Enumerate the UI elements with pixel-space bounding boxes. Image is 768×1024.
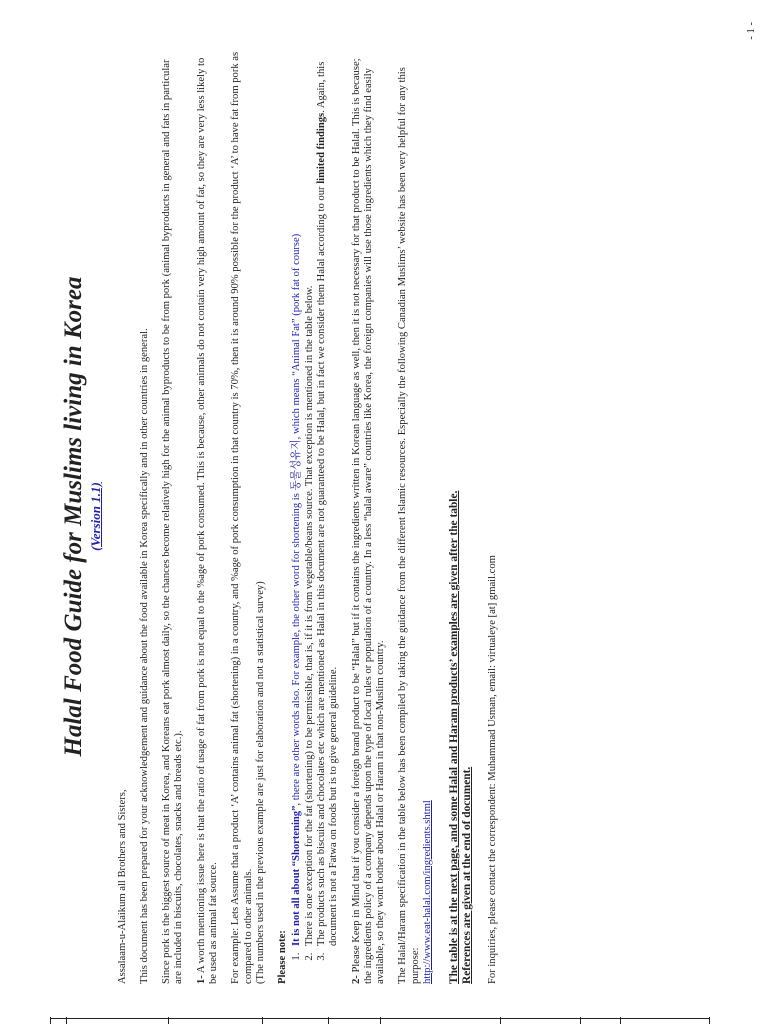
greeting: Assalaam-u-Alaikum all Brothers and Sisters, xyxy=(116,789,128,984)
table-note-2: References are given at the end of document. xyxy=(461,766,474,984)
table-column-tick xyxy=(262,1017,263,1024)
document-body xyxy=(60,49,499,984)
example-note: (The numbers used in the previous example are just for elaboration and not a statistical survey) xyxy=(254,581,266,984)
note-item-3 xyxy=(316,49,341,950)
table-column-tick xyxy=(380,1017,381,1024)
table-column-tick xyxy=(50,1017,51,1024)
note-3-text-a: The products such as biscuits and chocolates etc which are mentioned as Halal in this document are not guaranteed to be Halal, but in fact we consider them Halal according to our xyxy=(315,183,327,946)
note-item-2: 2. There is one exception for the fat (shortening) to be permissible, that is, if it is from vegetable/beans source. That exception is mentioned in the table below. xyxy=(304,49,316,950)
point-1-number: 1- xyxy=(195,975,207,984)
table-column-tick xyxy=(500,1017,501,1024)
point-2-number: 2- xyxy=(350,975,362,984)
note-3-bold: limited findings xyxy=(315,112,327,184)
example-paragraph xyxy=(230,49,267,984)
page-number: - 1 - xyxy=(746,22,757,40)
table-column-tick xyxy=(328,1017,329,1024)
point-2 xyxy=(351,49,388,984)
version-label: (Version 1.1) xyxy=(87,482,103,551)
pork-paragraph: Since pork is the biggest source of meat in Korea, and Koreans eat pork almost daily, so the chances become relatively high for the animal byproducts to be from pork (animal byproducts in general and fats in particular are included in biscuits, chocolates, snacks and breads etc.). xyxy=(161,59,185,984)
note-item-1 xyxy=(291,49,303,950)
table-column-tick xyxy=(620,1017,621,1024)
point-2-text: Please Keep in Mind that if you consider a foreign brand product to be “Halal” but if it contains the ingredients written in Korean language as well, then it is not necessary for that product to be Halal. This is because; the ingredients policy of a company depends upon the type of local rules or population of a country. In a less “halal aware” countries like Korea, the foreign companies will use those ingredients which they find easily available, so they wont bother about Halal or Haram in that non-Muslim country. xyxy=(350,58,387,984)
note-1-bold: It is not all about “Shortening” xyxy=(291,805,303,946)
example-text: For example: Lets Assume that a product ‘A’ contains animal fat (shortening) in a country, and %age of pork consumption in that country is 70%, then it is around 90% possible for the product ‘A’ to have fat from pork as compared to other animals. xyxy=(230,51,254,984)
table-column-tick xyxy=(168,1017,169,1024)
note-3-text-b: . Again, this document is not a Fatwa on foods but is to give general guideline. xyxy=(315,61,340,946)
table-column-tick xyxy=(66,1017,67,1024)
note-1-text: , there are other words also. For example, the other word for shortening is 동물성유지, which means “Animal Fat” (pork fat of course) xyxy=(291,233,303,806)
table-note-1: The table is at the next page, and some Halal and Haram products’ examples are given after the table. xyxy=(448,490,461,984)
table-column-tick xyxy=(580,1017,581,1024)
contact-line: For inquiries, please contact the correspondent: Muhammad Usman, email: virtualeye [at] gmail.com xyxy=(486,555,498,984)
table-column-tick xyxy=(709,1017,710,1024)
please-note-heading: Please note: xyxy=(277,930,289,984)
notes-list xyxy=(291,49,340,984)
spec-text: The Halal/Haram specification in the table below has been compiled by taking the guidance from the different Islamic resources. Especially the following Canadian Muslims’ website has been very helpful for any this purpose: xyxy=(397,67,421,984)
document-title: Halal Food Guide for Muslims living in Korea xyxy=(60,276,87,757)
point-1-text: A worth mentioning issue here is that the ratio of usage of fat from pork is not equal to the %age of pork consumed. This is because, other animals do not contain very high amount of fat, so they are very less likely to be used as animal fat source. xyxy=(195,57,219,984)
point-1 xyxy=(196,49,221,984)
eat-halal-link[interactable]: http://www.eat-halal.com/ingredients.shtml xyxy=(421,800,433,984)
intro-paragraph: This document has been prepared for your acknowledgement and guidance about the food available in Korea specifically and in other countries in general. xyxy=(138,328,150,984)
spec-paragraph xyxy=(397,49,434,984)
